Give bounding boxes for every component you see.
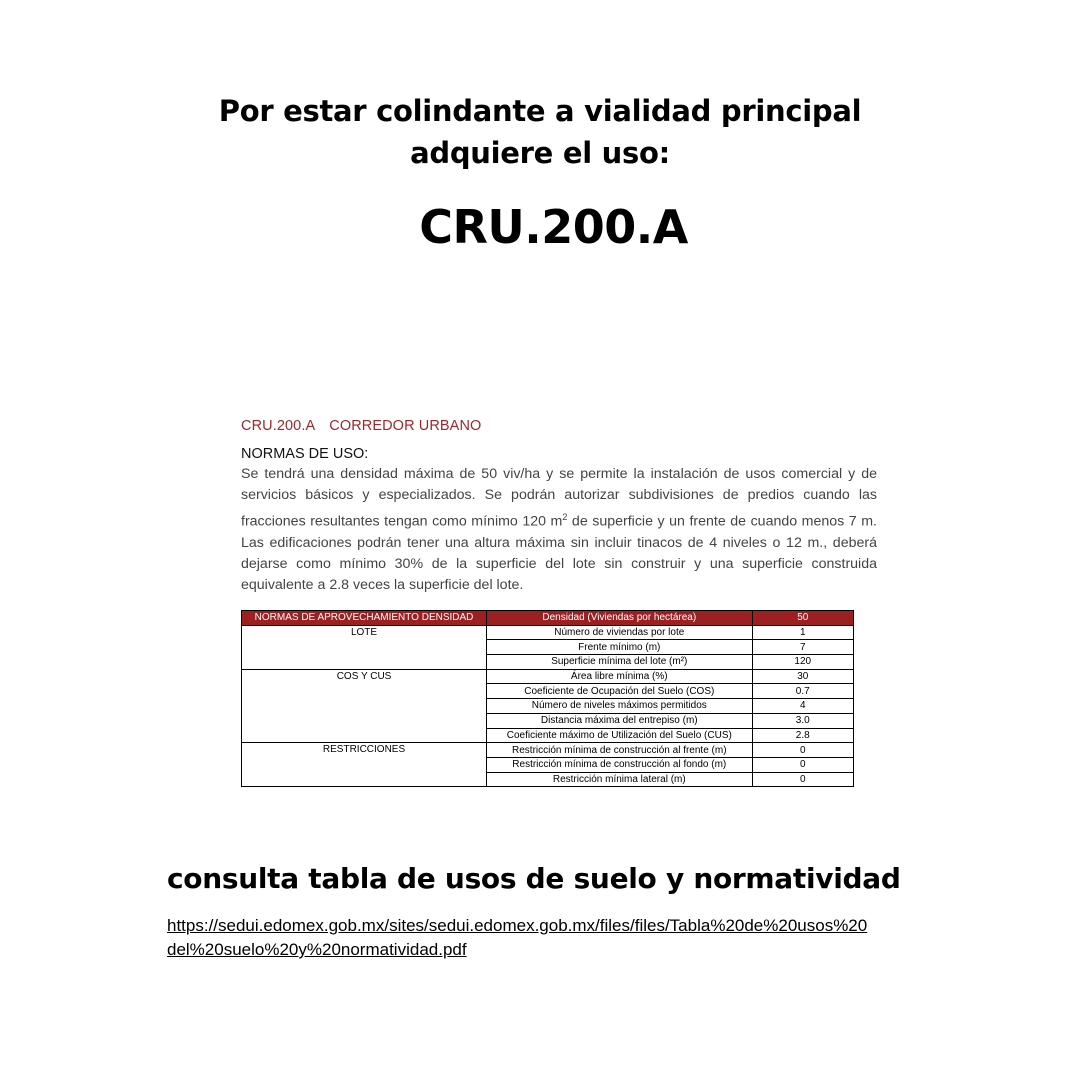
table-group-restricciones: RESTRICCIONES (242, 743, 487, 787)
use-code: CRU.200.A (419, 200, 688, 254)
table-cell-label: Número de viviendas por lote (487, 625, 752, 640)
table-cell-value: 4 (752, 699, 854, 714)
document-title (241, 418, 877, 434)
table-row (242, 625, 854, 640)
table-cell-value: 0.7 (752, 684, 854, 699)
norms-text (241, 464, 877, 597)
use-norms-document (241, 418, 877, 597)
norms-text-part-2: de superficie y un frente de cuando menos 7 m. Las edificaciones podrán tener una altura máxima sin incluir tinacos de 4 niveles o 12 m., deberá dejarse como mínimo 30% de la superficie del lote sin construir y una superficie construida equivalente a 2.8 veces la superficie del lote. (241, 513, 877, 594)
headline-line-2: adquiere el uso: (410, 136, 670, 170)
norms-table (241, 610, 854, 787)
table-row (242, 743, 854, 758)
table-row (242, 669, 854, 684)
table-header-col-3: 50 (752, 611, 854, 626)
table-header-row (242, 611, 854, 626)
document-title-name: CORREDOR URBANO (329, 418, 482, 434)
table-cell-value: 0 (752, 743, 854, 758)
table-cell-value: 120 (752, 655, 854, 670)
headline-line-1: Por estar colindante a vialidad principal (218, 94, 862, 128)
table-cell-label: Restricción mínima lateral (m) (487, 772, 752, 787)
headline (0, 90, 1080, 174)
table-cell-value: 3.0 (752, 713, 854, 728)
table-cell-value: 2.8 (752, 728, 854, 743)
norms-heading-text: NORMAS DE USO (241, 446, 365, 462)
table-cell-label: Distancia máxima del entrepiso (m) (487, 713, 752, 728)
table-cell-label: Coeficiente máximo de Utilización del Suelo (CUS) (487, 728, 752, 743)
table-cell-label: Frente mínimo (m) (487, 640, 752, 655)
link-line-1[interactable]: https://sedui.edomex.gob.mx/sites/sedui.edomex.gob.mx/files/files/Tabla%20de%20usos%20 (167, 916, 868, 935)
table-cell-value: 1 (752, 625, 854, 640)
table-cell-label: Restricción mínima de construcción al frente (m) (487, 743, 752, 758)
table-group-lote: LOTE (242, 625, 487, 669)
norms-heading-suffix: : (364, 446, 369, 462)
document-title-code: CRU.200.A (241, 418, 316, 434)
table-cell-label: Superficie mínima del lote (m²) (487, 655, 752, 670)
consult-table-heading: consulta tabla de usos de suelo y normatividad (167, 862, 901, 895)
link-line-2[interactable]: del%20suelo%20y%20normatividad.pdf (167, 940, 467, 959)
table-cell-label: Restricción mínima de construcción al fondo (m) (487, 757, 752, 772)
normatividad-pdf-link[interactable] (167, 914, 917, 962)
norms-text-superscript: 2 (562, 511, 568, 522)
table-header-col-1: NORMAS DE APROVECHAMIENTO DENSIDAD (242, 611, 487, 626)
table-cell-label: Número de niveles máximos permitidos (487, 699, 752, 714)
table-cell-value: 7 (752, 640, 854, 655)
table-cell-label: Coeficiente de Ocupación del Suelo (COS) (487, 684, 752, 699)
table-group-cos-cus: COS Y CUS (242, 669, 487, 742)
table-header-col-2: Densidad (Viviendas por hectárea) (487, 611, 752, 626)
norms-heading (241, 446, 877, 462)
norms-text-part-1: Se tendrá una densidad máxima de 50 viv/ha y se permite la instalación de usos comercial y de servicios básicos y especializados. Se podrán autorizar subdivisiones de predios cuando las fracciones resultantes tengan como mínimo 120 m (241, 466, 877, 530)
table-cell-value: 0 (752, 772, 854, 787)
table-cell-label: Área libre mínima (%) (487, 669, 752, 684)
table-cell-value: 30 (752, 669, 854, 684)
table-cell-value: 0 (752, 757, 854, 772)
